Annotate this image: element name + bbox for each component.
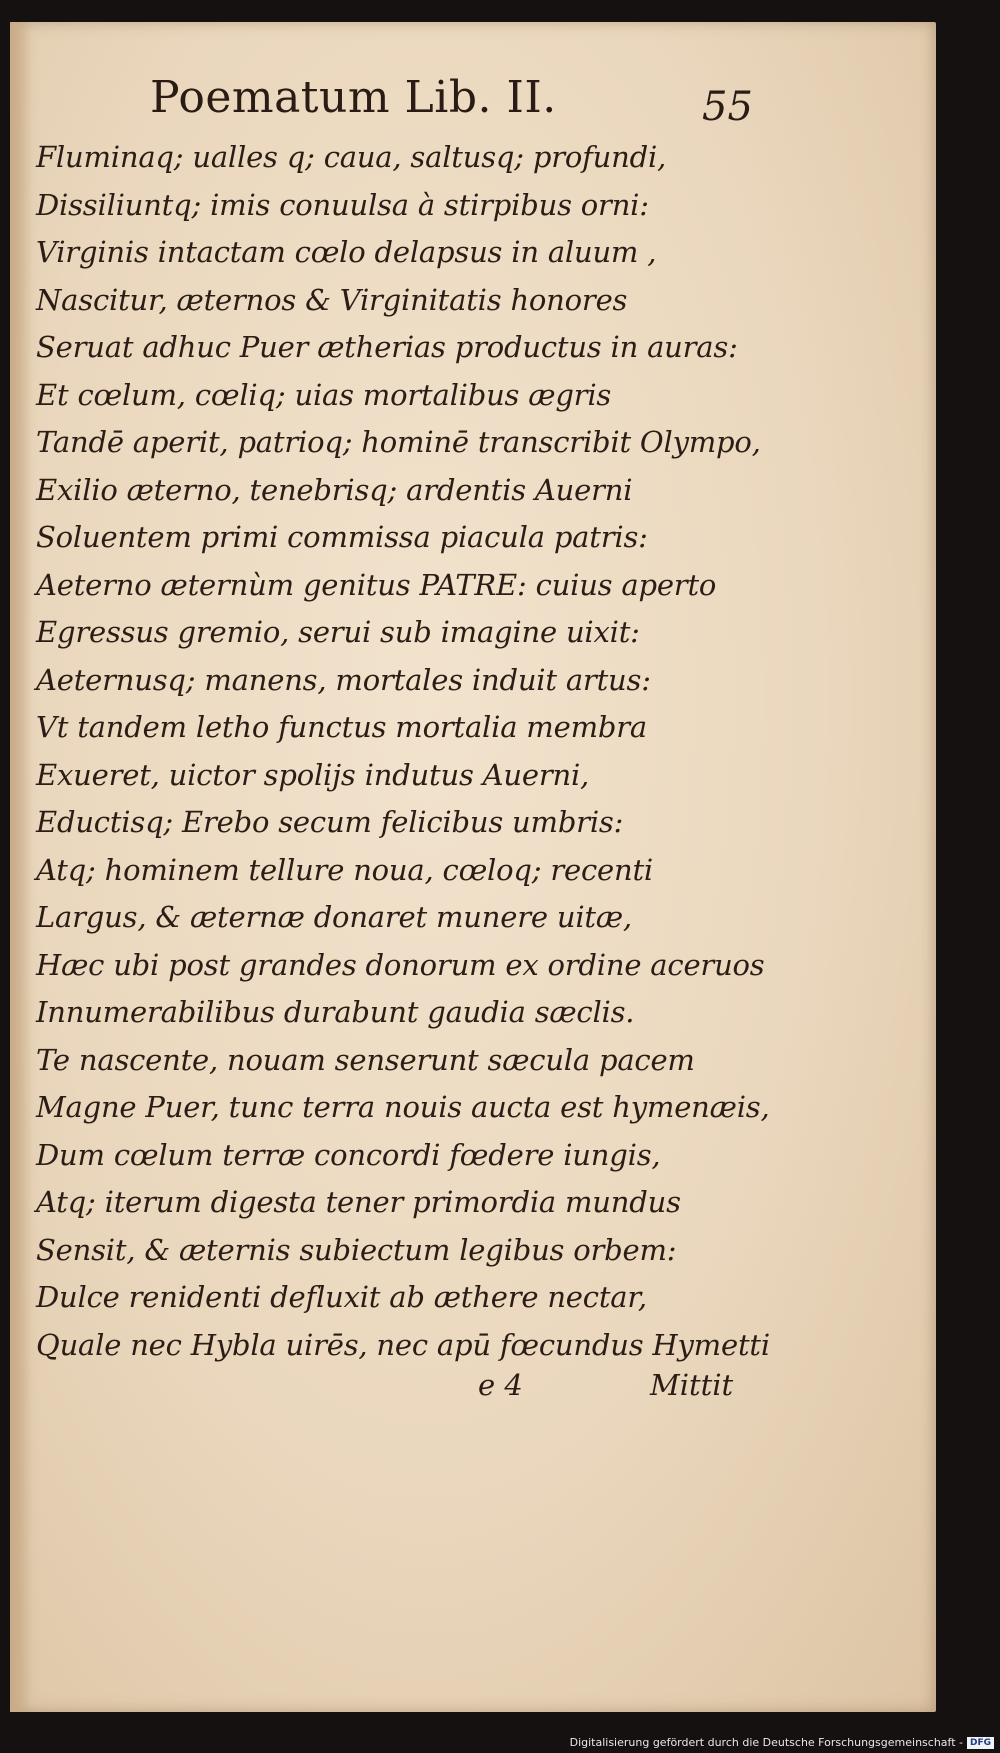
verse-line: Fluminaq; ualles q; caua, saltusq; profundi,	[36, 140, 667, 174]
credit-text: Digitalisierung gefördert durch die Deutsche Forschungsgemeinschaft -	[569, 1736, 963, 1749]
verse-line: Et cœlum, cœliq; uias mortalibus ægris	[36, 377, 612, 412]
verse-line: Virginis intactam cœlo delapsus in aluum ,	[36, 235, 657, 269]
verse-line: Eductisq; Erebo secum felicibus umbris:	[36, 805, 624, 839]
dfg-logo: DFG	[967, 1737, 994, 1749]
verse-line: Tandē aperit, patrioq; hominē transcribit Olympo,	[36, 425, 761, 459]
signature-mark: e 4	[478, 1368, 523, 1402]
verse-block	[36, 134, 770, 1369]
verse-line: Hæc ubi post grandes donorum ex ordine aceruos	[36, 947, 765, 982]
verse-line: Soluentem primi commissa piacula patris:	[36, 520, 648, 554]
verse-line: Exueret, uictor spolijs indutus Auerni,	[36, 757, 590, 792]
verse-line: Aeterno æternùm genitus PATRE: cuius aperto	[36, 567, 717, 602]
verse-line: Dulce renidenti defluxit ab æthere nectar,	[36, 1280, 647, 1314]
catchword: Mittit	[650, 1368, 734, 1402]
verse-line: Seruat adhuc Puer ætherias productus in auras:	[36, 330, 738, 364]
verse-line: Quale nec Hybla uirēs, nec apū fœcundus Hymetti	[36, 1327, 770, 1362]
digitization-credit	[570, 1736, 994, 1749]
verse-line: Innumerabilibus durabunt gaudia sæclis.	[36, 995, 635, 1029]
verse-line: Te nascente, nouam senserunt sæcula pacem	[36, 1042, 695, 1077]
verse-line: Egressus gremio, serui sub imagine uixit:	[36, 615, 640, 649]
verse-line: Exilio æterno, tenebrisq; ardentis Auerni	[36, 472, 633, 507]
verse-line: Largus, & æternæ donaret munere uitæ,	[36, 900, 632, 934]
verse-line: Dissiliuntq; imis conuulsa à stirpibus orni:	[36, 187, 649, 222]
verse-line: Atq; iterum digesta tener primordia mundus	[36, 1185, 681, 1219]
page-number: 55	[702, 84, 753, 130]
running-title: Poematum Lib. II.	[150, 72, 557, 123]
verse-line: Sensit, & æternis subiectum legibus orbem:	[36, 1232, 677, 1267]
verse-line: Nascitur, æternos & Virginitatis honores	[36, 282, 628, 317]
verse-line: Vt tandem letho functus mortalia membra	[36, 710, 647, 744]
verse-line: Atq; hominem tellure noua, cœloq; recenti	[36, 852, 653, 887]
page-gutter-shadow	[10, 22, 32, 1712]
verse-line: Magne Puer, tunc terra nouis aucta est hymenæis,	[36, 1090, 770, 1124]
verse-line: Dum cœlum terræ concordi fœdere iungis,	[36, 1137, 661, 1172]
verse-line: Aeternusq; manens, mortales induit artus:	[36, 662, 651, 697]
